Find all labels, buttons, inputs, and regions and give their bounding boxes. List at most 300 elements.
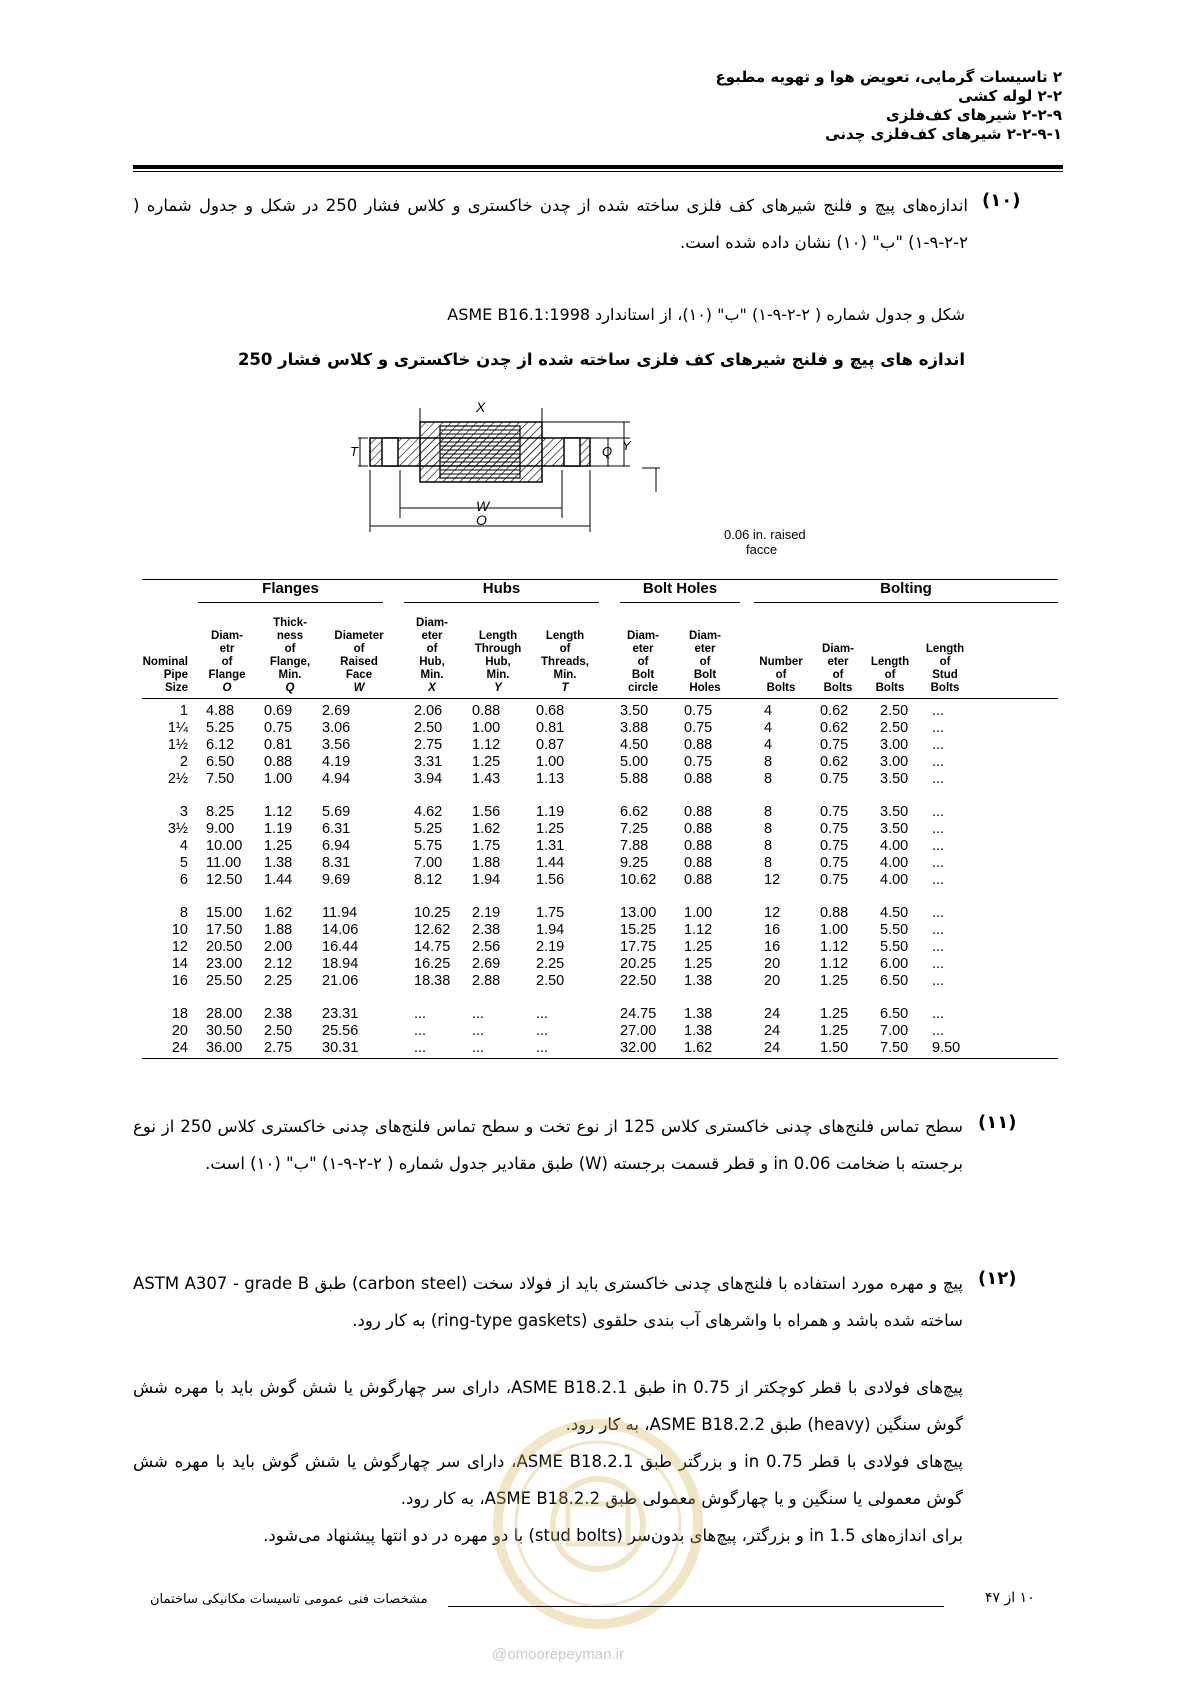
column-header-word: Flange,: [269, 656, 311, 668]
group-flanges: Flanges: [262, 580, 319, 597]
table-cell: ...: [932, 703, 945, 719]
table-cell: 1.88: [472, 855, 501, 871]
table-cell: 0.88: [684, 872, 713, 888]
table-cell: 4.00: [880, 855, 909, 871]
table-cell: 1.25: [684, 939, 713, 955]
table-row: [142, 702, 1058, 720]
column-header-7: [620, 607, 666, 695]
table-cell: 8.12: [414, 872, 443, 888]
table-cell: 1.12: [684, 922, 713, 938]
column-header-word: circle: [627, 682, 659, 694]
table-cell: 20.25: [620, 956, 657, 972]
table-cell: 0.75: [684, 703, 713, 719]
table-cell: 0.75: [820, 821, 849, 837]
table-cell: 1¼: [167, 720, 188, 736]
figure-title: اندازه های پیچ و فلنج شیرهای کف فلزی ساخته شده از چدن خاکستری و کلاس فشار 250: [237, 350, 965, 369]
footer-rule: [448, 1606, 944, 1607]
table-cell: 6.00: [880, 956, 909, 972]
table-cell: 1.00: [472, 720, 501, 736]
table-cell: 0.75: [820, 872, 849, 888]
table-cell: 6.50: [206, 754, 235, 770]
table-cell: ...: [932, 754, 945, 770]
table-cell: 4.94: [322, 771, 351, 787]
column-symbol: W: [353, 682, 365, 694]
table-cell: 18.94: [322, 956, 359, 972]
table-cell: 2.25: [264, 973, 293, 989]
column-header-word: of: [221, 656, 233, 668]
column-header-word: of: [426, 643, 438, 655]
table-cell: 1.56: [472, 804, 501, 820]
table-cell: 20: [764, 973, 781, 989]
table-cell: 9.50: [932, 1040, 961, 1056]
table-cell: 2.38: [472, 922, 501, 938]
label-y: Y: [622, 438, 631, 453]
table-cell: 12.50: [206, 872, 243, 888]
table-cell: ...: [536, 1040, 549, 1056]
table-cell: ...: [932, 771, 945, 787]
table-row: [142, 770, 1058, 788]
column-header-word: Length: [478, 630, 518, 642]
table-cell: 32.00: [620, 1040, 657, 1056]
column-symbol: O: [222, 682, 232, 694]
paragraph-number-11: (۱۱): [978, 1112, 1017, 1133]
table-cell: 2.69: [322, 703, 351, 719]
table-cell: 11.94: [322, 905, 358, 921]
table-cell: ...: [932, 855, 945, 871]
table-cell: 2.50: [880, 720, 909, 736]
table-cell: 6.50: [880, 1006, 909, 1022]
table-cell: ...: [414, 1023, 427, 1039]
table-cell: 8: [179, 905, 188, 921]
table-cell: 18.38: [414, 973, 451, 989]
column-header-word: Raised: [340, 656, 378, 668]
column-header-word: Bolt: [631, 669, 655, 681]
column-header-word: Bolts: [823, 682, 853, 694]
column-header-6: [534, 607, 596, 695]
table-row: [142, 820, 1058, 838]
table-cell: 1.50: [820, 1040, 849, 1056]
table-cell: 0.88: [684, 737, 713, 753]
table-row: [142, 904, 1058, 922]
table-cell: 0.88: [684, 855, 713, 871]
table-cell: ...: [932, 720, 945, 736]
table-row: [142, 719, 1058, 737]
table-cell: 6.31: [322, 821, 351, 837]
table-cell: 1.75: [536, 905, 565, 921]
column-symbol: Q: [285, 682, 295, 694]
table-cell: ...: [536, 1023, 549, 1039]
table-cell: ...: [932, 956, 945, 972]
column-header-word: of: [939, 656, 951, 668]
column-header-word: of: [637, 656, 649, 668]
table-cell: 12: [764, 872, 781, 888]
column-header-word: Min.: [420, 669, 444, 681]
column-header-word: Diam-: [211, 630, 243, 642]
column-header-2: [262, 607, 318, 695]
table-cell: 23.00: [206, 956, 243, 972]
table-cell: 28.00: [206, 1006, 243, 1022]
table-cell: 0.75: [820, 771, 849, 787]
column-header-0: [142, 607, 188, 695]
watermark-site: @omoorepeyman.ir: [492, 1646, 624, 1663]
table-cell: 20: [171, 1023, 188, 1039]
table-cell: 27.00: [620, 1023, 657, 1039]
paragraph-12-line-4: برای اندازه‌های 1.5 in و بزرگتر، پیچ‌های بدون‌سر (stud bolts) با دو مهره در دو انتها پیشنهاد می‌شود.: [263, 1526, 963, 1545]
header-line-1: ۲ تاسیسات گرمایی، تعویض هوا و تهویه مطبوع: [715, 68, 1062, 86]
column-header-word: Stud: [932, 669, 958, 681]
header-rule-thin: [133, 171, 1063, 172]
table-cell: 1½: [167, 737, 188, 753]
table-cell: 2.00: [264, 939, 293, 955]
column-header-word: Min.: [278, 669, 302, 681]
table-cell: 20.50: [206, 939, 243, 955]
table-cell: 0.88: [684, 821, 713, 837]
column-header-8: [682, 607, 728, 695]
footer-title: مشخصات فنی عمومی تاسیسات مکانیکی ساختمان: [150, 1592, 428, 1607]
column-header-word: Length: [925, 643, 965, 655]
table-cell: 10: [171, 922, 188, 938]
column-header-word: of: [775, 669, 787, 681]
table-cell: 1.25: [264, 838, 293, 854]
table-cell: 15.00: [206, 905, 243, 921]
column-header-9: [754, 607, 808, 695]
table-cell: 8: [764, 838, 773, 854]
table-cell: 1.38: [684, 1006, 713, 1022]
table-cell: ...: [932, 922, 945, 938]
table-cell: 1.43: [472, 771, 501, 787]
table-cell: 4.00: [880, 838, 909, 854]
table-cell: 1.00: [536, 754, 565, 770]
paragraph-12-line-3: پیچ‌های فولادی با قطر 0.75 in و بزرگتر طبق ASME B18.2.1، دارای سر چهارگوش یا شش گوش باید با مهره شش گوش معمولی یا سنگین و یا چهارگوش معمولی طبق ASME B18.2.2، به کار رود.: [133, 1452, 963, 1508]
raised-face-note-line-1: 0.06 in. raised: [724, 527, 806, 542]
group-hubs-line: [404, 602, 599, 603]
table-cell: 2½: [167, 771, 188, 787]
table-cell: 8.25: [206, 804, 235, 820]
table-cell: ...: [932, 905, 945, 921]
table-cell: 2.50: [536, 973, 565, 989]
table-cell: 0.81: [264, 737, 293, 753]
paragraph-12-line-2: پیچ‌های فولادی با قطر کوچکتر از 0.75 in طبق ASME B18.2.1، دارای سر چهارگوش یا شش گوش باید با مهره شش گوش سنگین (heavy) طبق ASME B18.2.2، به کار رود.: [133, 1378, 963, 1434]
table-cell: 2.69: [472, 956, 501, 972]
table-cell: 1.31: [536, 838, 565, 854]
table-cell: 0.88: [472, 703, 501, 719]
table-cell: 0.69: [264, 703, 293, 719]
table-cell: 5.88: [620, 771, 649, 787]
column-header-word: Length: [870, 656, 910, 668]
table-cell: 11.00: [206, 855, 242, 871]
table-cell: 7.50: [206, 771, 235, 787]
table-cell: 12.62: [414, 922, 451, 938]
table-cell: 3.94: [414, 771, 443, 787]
table-cell: 24.75: [620, 1006, 657, 1022]
table-cell: 3.00: [880, 737, 909, 753]
raised-face-note-line-2: facce: [746, 542, 778, 557]
table-cell: 1.88: [264, 922, 293, 938]
column-header-word: Through: [474, 643, 522, 655]
table-cell: 17.50: [206, 922, 243, 938]
group-bolt-holes-line: [620, 602, 740, 603]
table-cell: 0.88: [684, 771, 713, 787]
table-cell: 14.75: [414, 939, 451, 955]
group-bolting-line: [754, 602, 1058, 603]
table-cell: 3.50: [880, 804, 909, 820]
table-cell: 25.56: [322, 1023, 359, 1039]
table-cell: ...: [414, 1040, 427, 1056]
table-cell: 1.19: [264, 821, 293, 837]
column-header-10: [818, 607, 858, 695]
table-cell: 0.75: [684, 754, 713, 770]
table-cell: 8.31: [322, 855, 351, 871]
table-cell: 1.12: [472, 737, 501, 753]
column-header-1: [206, 607, 248, 695]
table-row: [142, 854, 1058, 872]
label-q: Q: [602, 444, 613, 459]
table-cell: 10.62: [620, 872, 657, 888]
table-cell: 12: [171, 939, 188, 955]
column-header-word: eter: [421, 630, 443, 642]
table-cell: 1.00: [684, 905, 713, 921]
table-cell: 1.25: [820, 973, 849, 989]
table-cell: 1.38: [684, 973, 713, 989]
table-row: [142, 972, 1058, 990]
column-header-word: Hub,: [485, 656, 511, 668]
table-cell: 3.56: [322, 737, 351, 753]
table-row: [142, 753, 1058, 771]
table-cell: 5.69: [322, 804, 351, 820]
table-cell: 16.25: [414, 956, 451, 972]
table-cell: 0.88: [264, 754, 293, 770]
page-header: [262, 68, 1062, 144]
table-cell: ...: [472, 1006, 485, 1022]
table-cell: 4.19: [322, 754, 351, 770]
table-cell: 0.88: [684, 804, 713, 820]
table-cell: 22.50: [620, 973, 657, 989]
table-cell: 9.25: [620, 855, 649, 871]
column-header-word: Number: [759, 656, 803, 668]
table-cell: ...: [932, 737, 945, 753]
label-t: T: [350, 444, 358, 459]
column-header-word: Nominal: [142, 656, 188, 668]
table-cell: 16: [764, 922, 781, 938]
paragraph-10: اندازه‌های پیچ و فلنج شیرهای کف فلزی ساخته شده از چدن خاکستری و کلاس فشار 250 در شکل و جدول شماره ( ۲-۲-۹-۱) "ب" (۱۰) نشان داده شده است.: [133, 196, 968, 252]
table-row: [142, 837, 1058, 855]
table-cell: ...: [932, 939, 945, 955]
table-cell: 4: [764, 720, 773, 736]
column-header-word: Threads,: [541, 656, 589, 668]
table-cell: 2.12: [264, 956, 293, 972]
column-header-word: Diam-: [627, 630, 659, 642]
table-header-rule: [142, 698, 1058, 699]
table-cell: ...: [472, 1040, 485, 1056]
table-cell: 16: [171, 973, 188, 989]
column-header-word: ness: [276, 630, 304, 642]
group-hubs: Hubs: [482, 580, 521, 597]
table-cell: 3.50: [880, 771, 909, 787]
table-cell: 1.94: [536, 922, 565, 938]
column-header-5: [470, 607, 526, 695]
table-cell: 7.25: [620, 821, 649, 837]
table-cell: 2.50: [264, 1023, 293, 1039]
table-cell: 16: [764, 939, 781, 955]
table-cell: 1.25: [684, 956, 713, 972]
column-header-word: Min.: [486, 669, 510, 681]
table-cell: 3.00: [880, 754, 909, 770]
table-cell: 6.50: [880, 973, 909, 989]
header-line-4: ۲-۲-۹-۱ شیرهای کف‌فلزی چدنی: [825, 125, 1062, 143]
table-cell: 7.88: [620, 838, 649, 854]
table-cell: 4.62: [414, 804, 443, 820]
table-cell: 8: [764, 771, 773, 787]
table-cell: 1.25: [820, 1006, 849, 1022]
table-row: [142, 803, 1058, 821]
table-cell: 5.50: [880, 939, 909, 955]
table-cell: 8: [764, 754, 773, 770]
table-cell: 4: [764, 703, 773, 719]
column-header-word: Hub,: [419, 656, 445, 668]
table-cell: 9.69: [322, 872, 351, 888]
table-cell: 0.88: [684, 838, 713, 854]
table-cell: 0.62: [820, 754, 849, 770]
table-cell: 1: [179, 703, 188, 719]
header-rule-thick: [133, 165, 1063, 169]
paragraph-11: سطح تماس فلنج‌های چدنی خاکستری کلاس 125 از نوع تخت و سطح تماس فلنج‌های چدنی خاکستری کلاس 250 از نوع برجسته با ضخامت 0.06 in و قطر قسمت برجسته (W) طبق مقادیر جدول شماره ( ۲-۲-۹-۱) "ب" (۱۰) است.: [133, 1117, 963, 1173]
paragraph-number-10: (۱۰): [982, 190, 1021, 211]
column-symbol: T: [561, 682, 569, 694]
column-header-word: of: [832, 669, 844, 681]
table-cell: 4.50: [620, 737, 649, 753]
table-cell: 1.38: [264, 855, 293, 871]
table-cell: 4.50: [880, 905, 909, 921]
group-bolt-holes: Bolt Holes: [642, 580, 718, 597]
paragraph-number-12: (۱۲): [978, 1268, 1017, 1289]
group-bolting: Bolting: [880, 580, 932, 597]
table-cell: 0.62: [820, 720, 849, 736]
table-cell: 1.56: [536, 872, 565, 888]
label-o: O: [476, 512, 487, 528]
table-cell: 18: [171, 1006, 188, 1022]
table-cell: 1.62: [264, 905, 293, 921]
table-cell: 4.00: [880, 872, 909, 888]
table-cell: 7.50: [880, 1040, 909, 1056]
table-cell: 0.87: [536, 737, 565, 753]
label-w: W: [476, 498, 490, 514]
table-cell: ...: [932, 1023, 945, 1039]
table-cell: 25.50: [206, 973, 243, 989]
column-header-word: of: [699, 656, 711, 668]
header-line-3: ۲-۲-۹ شیرهای کف‌فلزی: [886, 106, 1062, 124]
column-header-word: of: [353, 643, 365, 655]
column-header-word: eter: [827, 656, 849, 668]
table-cell: 1.44: [264, 872, 293, 888]
table-cell: 2.88: [472, 973, 501, 989]
table-cell: 15.25: [620, 922, 657, 938]
table-cell: 0.68: [536, 703, 565, 719]
column-header-word: Length: [545, 630, 585, 642]
table-cell: 12: [764, 905, 781, 921]
watermark-seal-icon: [488, 1414, 708, 1634]
table-cell: ...: [932, 838, 945, 854]
table-cell: 2.75: [264, 1040, 293, 1056]
table-cell: 1.00: [820, 922, 849, 938]
column-header-word: of: [559, 643, 571, 655]
table-cell: 1.25: [536, 821, 565, 837]
table-cell: 24: [171, 1040, 188, 1056]
table-cell: 3.50: [880, 821, 909, 837]
table-row: [142, 1005, 1058, 1023]
column-header-word: Diam-: [689, 630, 721, 642]
table-cell: 2: [179, 754, 188, 770]
table-cell: 1.12: [264, 804, 293, 820]
table-cell: 7.00: [880, 1023, 909, 1039]
table-cell: 0.75: [820, 838, 849, 854]
table-cell: 5.00: [620, 754, 649, 770]
table-cell: 36.00: [206, 1040, 243, 1056]
table-cell: 17.75: [620, 939, 657, 955]
table-cell: 8: [764, 855, 773, 871]
table-cell: 20: [764, 956, 781, 972]
table-cell: ...: [932, 872, 945, 888]
table-cell: 2.25: [536, 956, 565, 972]
column-header-word: Pipe: [163, 669, 188, 681]
table-cell: 0.75: [820, 737, 849, 753]
table-cell: 1.25: [820, 1023, 849, 1039]
column-header-word: Bolts: [766, 682, 796, 694]
table-cell: 8: [764, 821, 773, 837]
table-cell: 3: [179, 804, 188, 820]
table-cell: 6.94: [322, 838, 351, 854]
table-cell: 1.19: [536, 804, 565, 820]
column-header-word: eter: [694, 643, 716, 655]
column-header-word: Diam-: [416, 617, 448, 629]
table-cell: 24: [764, 1023, 781, 1039]
table-cell: 3.06: [322, 720, 351, 736]
table-cell: 5.75: [414, 838, 443, 854]
column-header-word: Holes: [689, 682, 721, 694]
table-cell: 8: [764, 804, 773, 820]
table-cell: 21.06: [322, 973, 359, 989]
table-cell: 1.13: [536, 771, 565, 787]
table-cell: 5.50: [880, 922, 909, 938]
column-header-11: [870, 607, 910, 695]
table-cell: 7.00: [414, 855, 443, 871]
table-cell: 1.25: [472, 754, 501, 770]
table-cell: 24: [764, 1006, 781, 1022]
header-line-2: ۲-۲ لوله کشی: [958, 87, 1062, 105]
column-header-word: Bolt: [693, 669, 717, 681]
table-cell: ...: [932, 804, 945, 820]
table-cell: 3.88: [620, 720, 649, 736]
table-cell: 1.44: [536, 855, 565, 871]
table-row: [142, 938, 1058, 956]
table-cell: 4.88: [206, 703, 235, 719]
column-symbol: Y: [494, 682, 502, 694]
table-cell: 30.50: [206, 1023, 243, 1039]
table-cell: 14.06: [322, 922, 359, 938]
column-header-word: of: [284, 643, 296, 655]
group-flanges-line: [198, 602, 383, 603]
table-cell: 1.38: [684, 1023, 713, 1039]
column-header-word: Min.: [553, 669, 577, 681]
table-cell: 1.94: [472, 872, 501, 888]
table-cell: 3.31: [414, 754, 443, 770]
table-cell: 5.25: [414, 821, 443, 837]
table-cell: 2.38: [264, 1006, 293, 1022]
table-cell: ...: [932, 973, 945, 989]
figure-caption: شکل و جدول شماره ( ۲-۲-۹-۱) "ب" (۱۰)، از استاندارد ASME B16.1:1998: [447, 305, 965, 324]
table-bottom-rule: [142, 1058, 1058, 1059]
table-cell: 23.31: [322, 1006, 359, 1022]
column-header-word: Size: [164, 682, 188, 694]
